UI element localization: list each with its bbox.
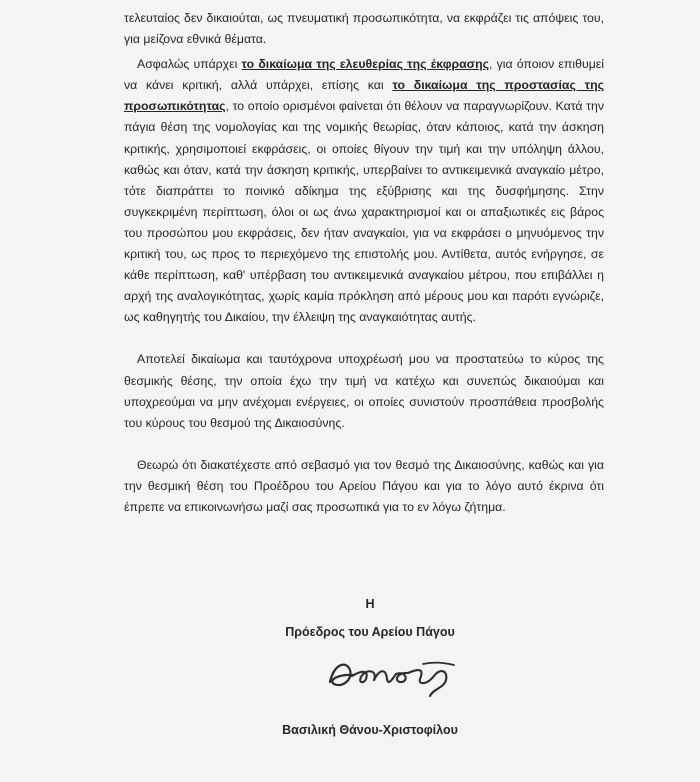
signer-name: Βασιλική Θάνου-Χριστοφίλου	[282, 723, 458, 737]
paragraph-2-part-1: Ασφαλώς υπάρχει	[137, 57, 242, 72]
personality-protection-phrase: το δικαίωμα της προστασίας της προσωπικότητας	[124, 78, 604, 114]
signer-role: Πρόεδρος του Αρείου Πάγου	[285, 625, 455, 639]
signature-article: Η	[365, 597, 375, 611]
paragraph-2	[124, 54, 604, 328]
paragraph-3: Αποτελεί δικαίωμα και ταυτόχρονα υποχρέωσή μου να προστατεύω το κύρος της θεσμικής θέσης, την οποία έχω την τιμή να κατέχω και συνεπώς δικαιούμαι και υποχρεούμαι να μην ανέχομαι ενέργειες, οι οποίες συνιστούν προσπάθεια προσβολής του κύρους του θεσμού της Δικαιοσύνης.	[124, 352, 604, 430]
letter-body	[124, 8, 604, 539]
freedom-of-expression-phrase: το δικαίωμα της ελευθερίας της έκφρασης	[241, 57, 489, 72]
paragraph-2-part-3: , το οποίο ορισμένοι φαίνεται ότι θέλουν να παραγνωρίζουν. Κατά την πάγια θέση της νομολογίας και της νομικής θεωρίας, όταν κάποιος, κατά την άσκηση κριτικής, χρησιμοποιεί εκφράσεις, οι οποίες θίγουν την τιμή και την υπόληψη άλλου, καθώς και όταν, κατά την άσκηση κριτικής, υπερβαίνει το αντικειμενικά αναγκαίο μέτρο, τότε διαπράττει το ποινικό αδίκημα της εξύβρισης και της δυσφήμησης. Στην συγκεκριμένη περίπτωση, όλοι οι ως άνω χαρακτηρισμοί και οι απαξιωτικές εις βάρος του προσώπου μου εκφράσεις, δεν ήταν αναγκαίοι, για να εκφράσει ο μηνυόμενος την κριτική του, ως προς το περιεχόμενο της επιστολής μου. Αντίθετα, αυτός ενήργησε, σε κάθε περίπτωση, καθ' υπέρβαση του αντικειμενικά αναγκαίου μέτρου, που επιβάλλει η αρχή της αναλογικότητας, χωρίς καμία πρόκληση από μέρους μου και παρότι εγνώριζε, ως καθηγητής του Δικαίου, την έλλειψη της αναγκαιότητας αυτής.	[124, 99, 604, 325]
paragraph-2-part-2: , για όποιον επιθυμεί να κάνει κριτική, αλλά υπάρχει, επίσης και	[124, 57, 604, 93]
handwritten-signature	[322, 652, 462, 697]
paragraph-4: Θεωρώ ότι διακατέχεστε από σεβασμό για τον θεσμό της Δικαιοσύνης, καθώς και για την θεσμική θέση του Προέδρου του Αρείου Πάγου και για το λόγο αυτό έκρινα ότι έπρεπε να επικοινωνήσω μαζί σας προσωπικά για το εν λόγω ζήτημα.	[124, 457, 604, 514]
paragraph-1: τελευταίος δεν δικαιούται, ως πνευματική προσωπικότητα, να εκφράζει τις απόψεις του, για μείζονα εθνικά θέματα.	[124, 11, 604, 47]
